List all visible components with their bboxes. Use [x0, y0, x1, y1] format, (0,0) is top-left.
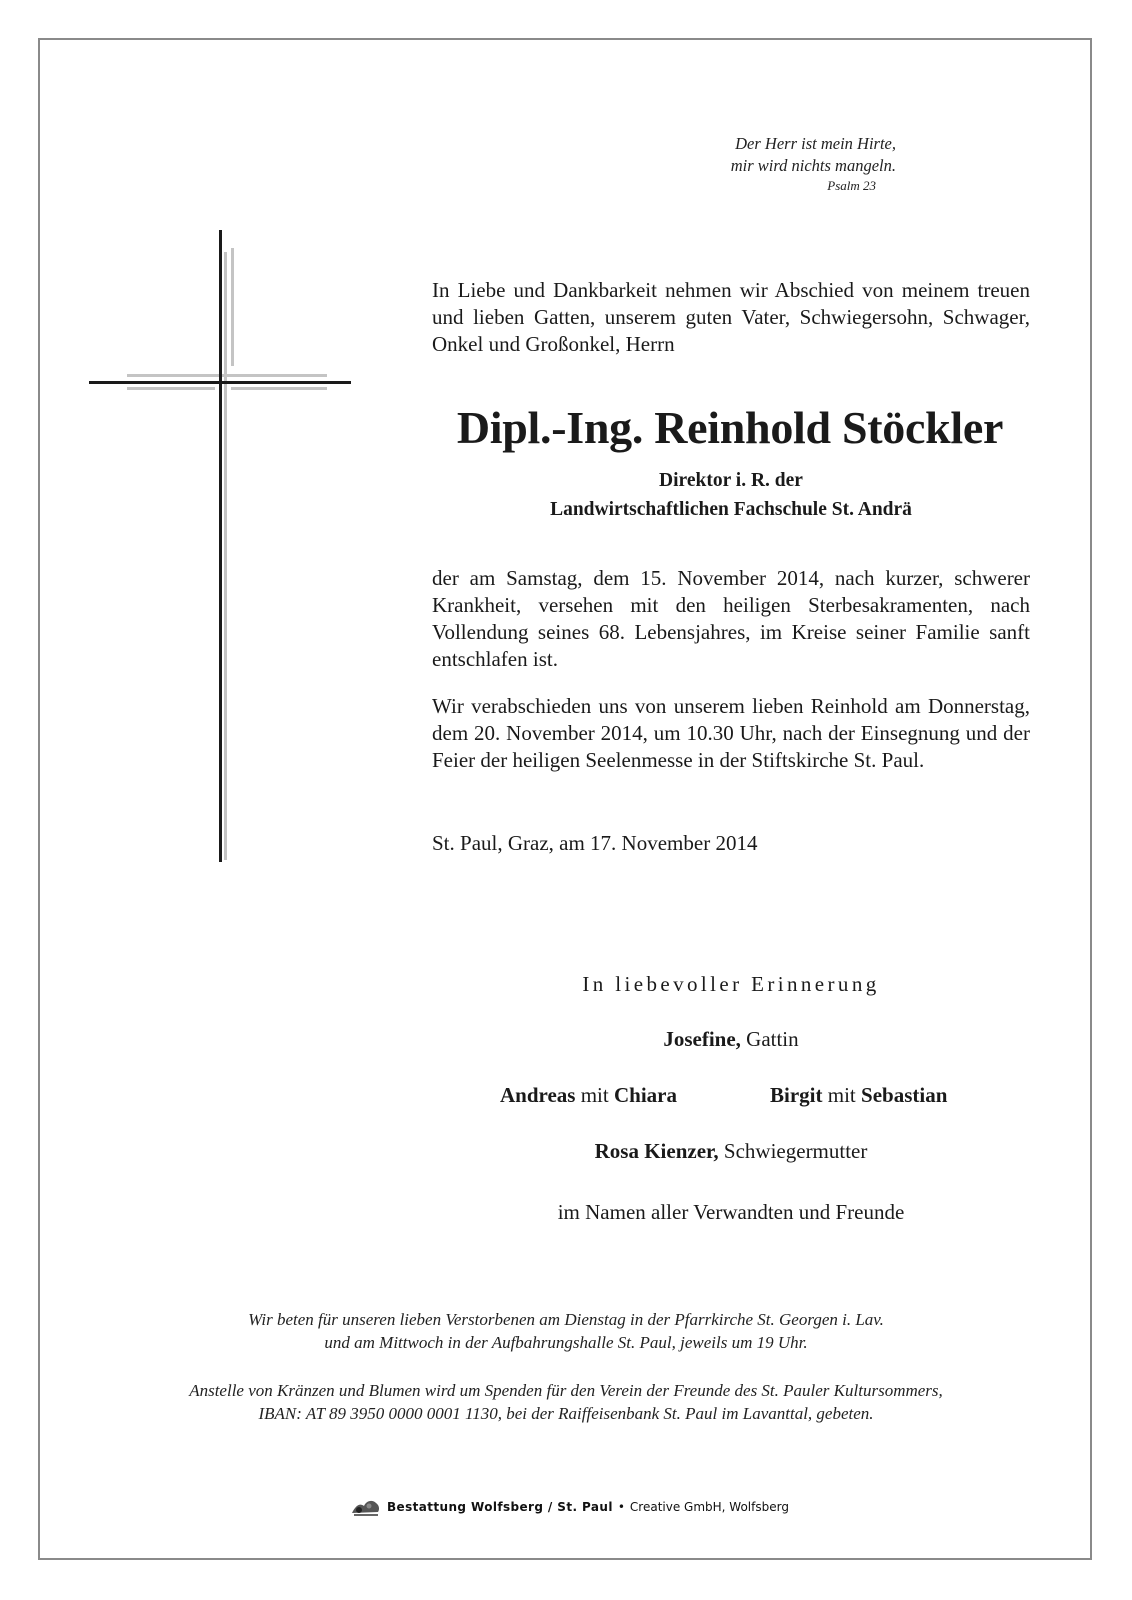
psalm-line-1: Der Herr ist mein Hirte,	[735, 134, 896, 153]
mother-in-law-name: Rosa Kienzer,	[594, 1139, 719, 1163]
funeral-home-logo-icon	[350, 1497, 382, 1517]
funeral-paragraph: Wir verabschieden uns von unserem lieben Reinhold am Donnerstag, dem 20. November 2014, um 10.30 Uhr, nach der Einsegnung und der Feier der heiligen Seelenmesse in der Stiftskirche St. Paul.	[432, 694, 1030, 772]
donation-notice-line-2: IBAN: AT 89 3950 0000 0001 1130, bei der Raiffeisenbank St. Paul im Lavanttal, gebeten.	[258, 1404, 874, 1423]
mourners-closing: im Namen aller Verwandten und Freunde	[557, 1200, 905, 1224]
mourner-child-2	[770, 1083, 947, 1108]
deceased-title	[432, 466, 1030, 524]
deceased-title-line-2: Landwirtschaftlichen Fachschule St. Andrä	[550, 499, 912, 520]
death-paragraph: der am Samstag, dem 15. November 2014, nach kurzer, schwerer Krankheit, versehen mit den heiligen Sterbesakramenten, nach Vollendung seines 68. Lebensjahres, im Kreise seiner Familie sanft entschlafen ist.	[432, 566, 1030, 671]
prayer-notice	[100, 1308, 1032, 1354]
mourner-spouse	[432, 1027, 1030, 1052]
prayer-notice-line-2: und am Mittwoch in der Aufbahrungshalle St. Paul, jeweils um 19 Uhr.	[324, 1333, 808, 1352]
cross-icon	[85, 230, 365, 880]
intro-paragraph: In Liebe und Dankbarkeit nehmen wir Abschied von meinem treuen und lieben Gatten, unserem guten Vater, Schwiegersohn, Schwager, Onkel und Großonkel, Herrn	[432, 278, 1030, 356]
child-1-partner: Chiara	[613, 1083, 677, 1107]
footer-brand: Bestattung Wolfsberg / St. Paul	[387, 1500, 613, 1514]
footer-printer: Creative GmbH, Wolfsberg	[629, 1500, 789, 1514]
memory-heading: In liebevoller Erinnerung	[582, 972, 880, 996]
psalm-line-2: mir wird nichts mangeln.	[730, 156, 896, 175]
spouse-name: Josefine,	[663, 1027, 741, 1051]
footer	[350, 1496, 790, 1518]
spouse-role: Gattin	[746, 1027, 799, 1051]
mother-in-law-role: Schwiegermutter	[723, 1139, 868, 1163]
psalm-reference: Psalm 23	[827, 178, 876, 193]
prayer-notice-line-1: Wir beten für unseren lieben Verstorbenen am Dienstag in der Pfarrkirche St. Georgen i. Lav.	[248, 1310, 884, 1329]
mourner-child-1	[500, 1083, 677, 1108]
child-1-name: Andreas	[500, 1083, 576, 1107]
deceased-name: Dipl.-Ing. Reinhold Stöckler	[456, 402, 1004, 453]
donation-notice	[100, 1379, 1032, 1425]
child-2-with: mit	[827, 1083, 856, 1107]
child-1-with: mit	[580, 1083, 609, 1107]
psalm-quote	[600, 133, 896, 195]
child-2-partner: Sebastian	[861, 1083, 948, 1107]
mourner-mother-in-law	[432, 1139, 1030, 1164]
child-2-name: Birgit	[770, 1083, 823, 1107]
footer-separator: •	[617, 1500, 625, 1514]
place-date: St. Paul, Graz, am 17. November 2014	[432, 831, 758, 855]
donation-notice-line-1: Anstelle von Kränzen und Blumen wird um Spenden für den Verein der Freunde des St. Pauler Kultursommers,	[189, 1381, 943, 1400]
deceased-title-line-1: Direktor i. R. der	[659, 470, 803, 491]
